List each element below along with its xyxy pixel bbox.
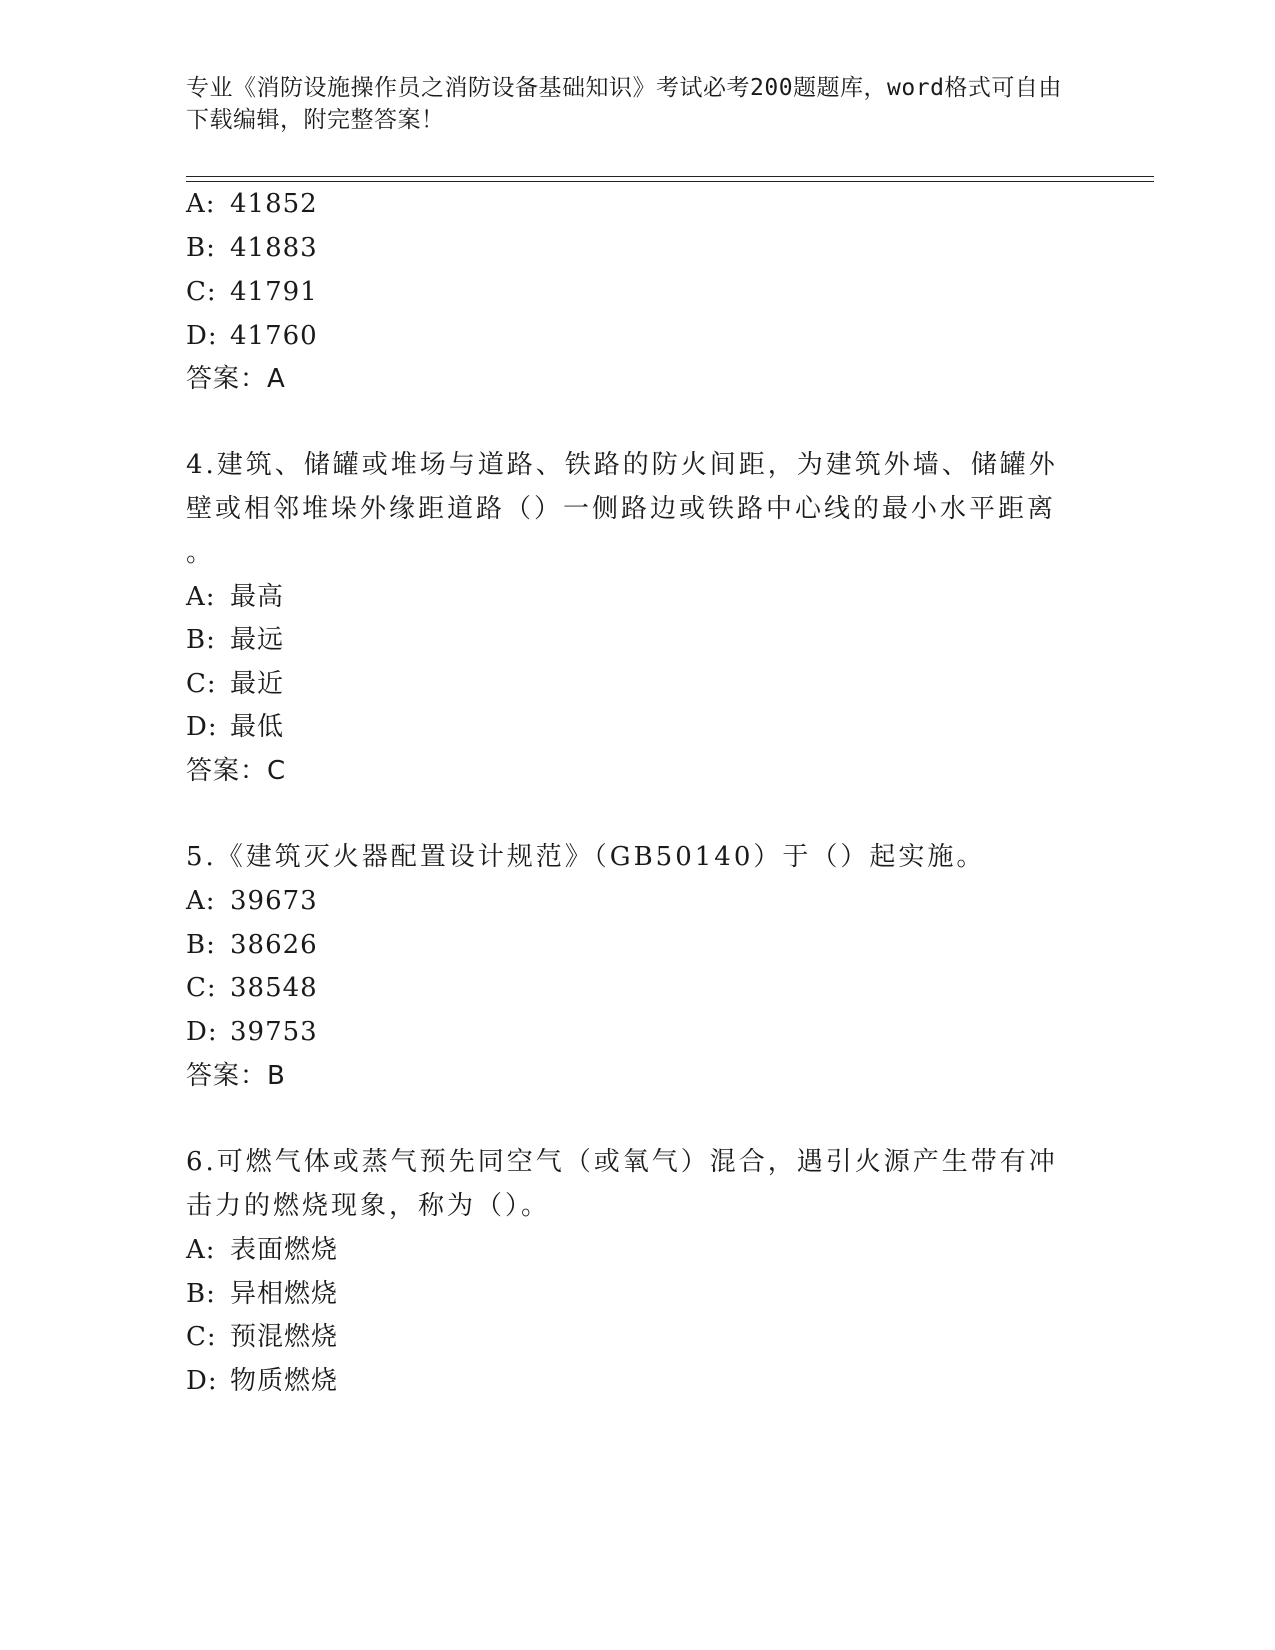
q5-option-b: B: 38626 [186, 930, 318, 960]
q6-stem-line1: 6.可燃气体或蒸气预先同空气（或氧气）混合，遇引火源产生带有冲 [186, 1147, 1058, 1177]
q4-option-d: D: 最低 [186, 712, 285, 742]
q4-answer: 答案：C [186, 756, 287, 786]
q4-stem-line3: 。 [186, 538, 214, 568]
q5-option-d: D: 39753 [186, 1017, 318, 1047]
q3-option-d: D: 41760 [186, 321, 318, 351]
document-header: 专业《消防设施操作员之消防设备基础知识》考试必考200题题库，word格式可自由下载编辑，附完整答案！ [186, 75, 1062, 133]
q4-option-b: B: 最远 [186, 625, 285, 655]
q5-option-a: A: 39673 [186, 886, 318, 916]
header-rule-top [186, 176, 1154, 177]
q6-option-a: A: 表面燃烧 [186, 1235, 339, 1265]
q3-option-c: C: 41791 [186, 277, 318, 307]
q6-option-d: D: 物质燃烧 [186, 1366, 339, 1396]
q5-option-c: C: 38548 [186, 973, 318, 1003]
q4-option-c: C: 最近 [186, 669, 285, 699]
q5-answer: 答案：B [186, 1061, 286, 1091]
q4-option-a: A: 最高 [186, 582, 285, 612]
q3-answer: 答案：A [186, 364, 286, 394]
q6-stem-line2: 击力的燃烧现象，称为（）。 [186, 1191, 551, 1221]
q3-option-b: B: 41883 [186, 233, 318, 263]
q4-stem-line2: 壁或相邻堆垛外缘距道路（）一侧路边或铁路中心线的最小水平距离 [186, 494, 1057, 524]
q3-option-a: A: 41852 [186, 189, 318, 219]
header-rule-bottom [186, 181, 1154, 182]
q4-stem-line1: 4.建筑、储罐或堆场与道路、铁路的防火间距，为建筑外墙、储罐外 [186, 450, 1058, 480]
q6-option-c: C: 预混燃烧 [186, 1322, 339, 1352]
q6-option-b: B: 异相燃烧 [186, 1279, 339, 1309]
q5-stem-line1: 5.《建筑灭火器配置设计规范》（GB50140）于（）起实施。 [186, 842, 986, 872]
